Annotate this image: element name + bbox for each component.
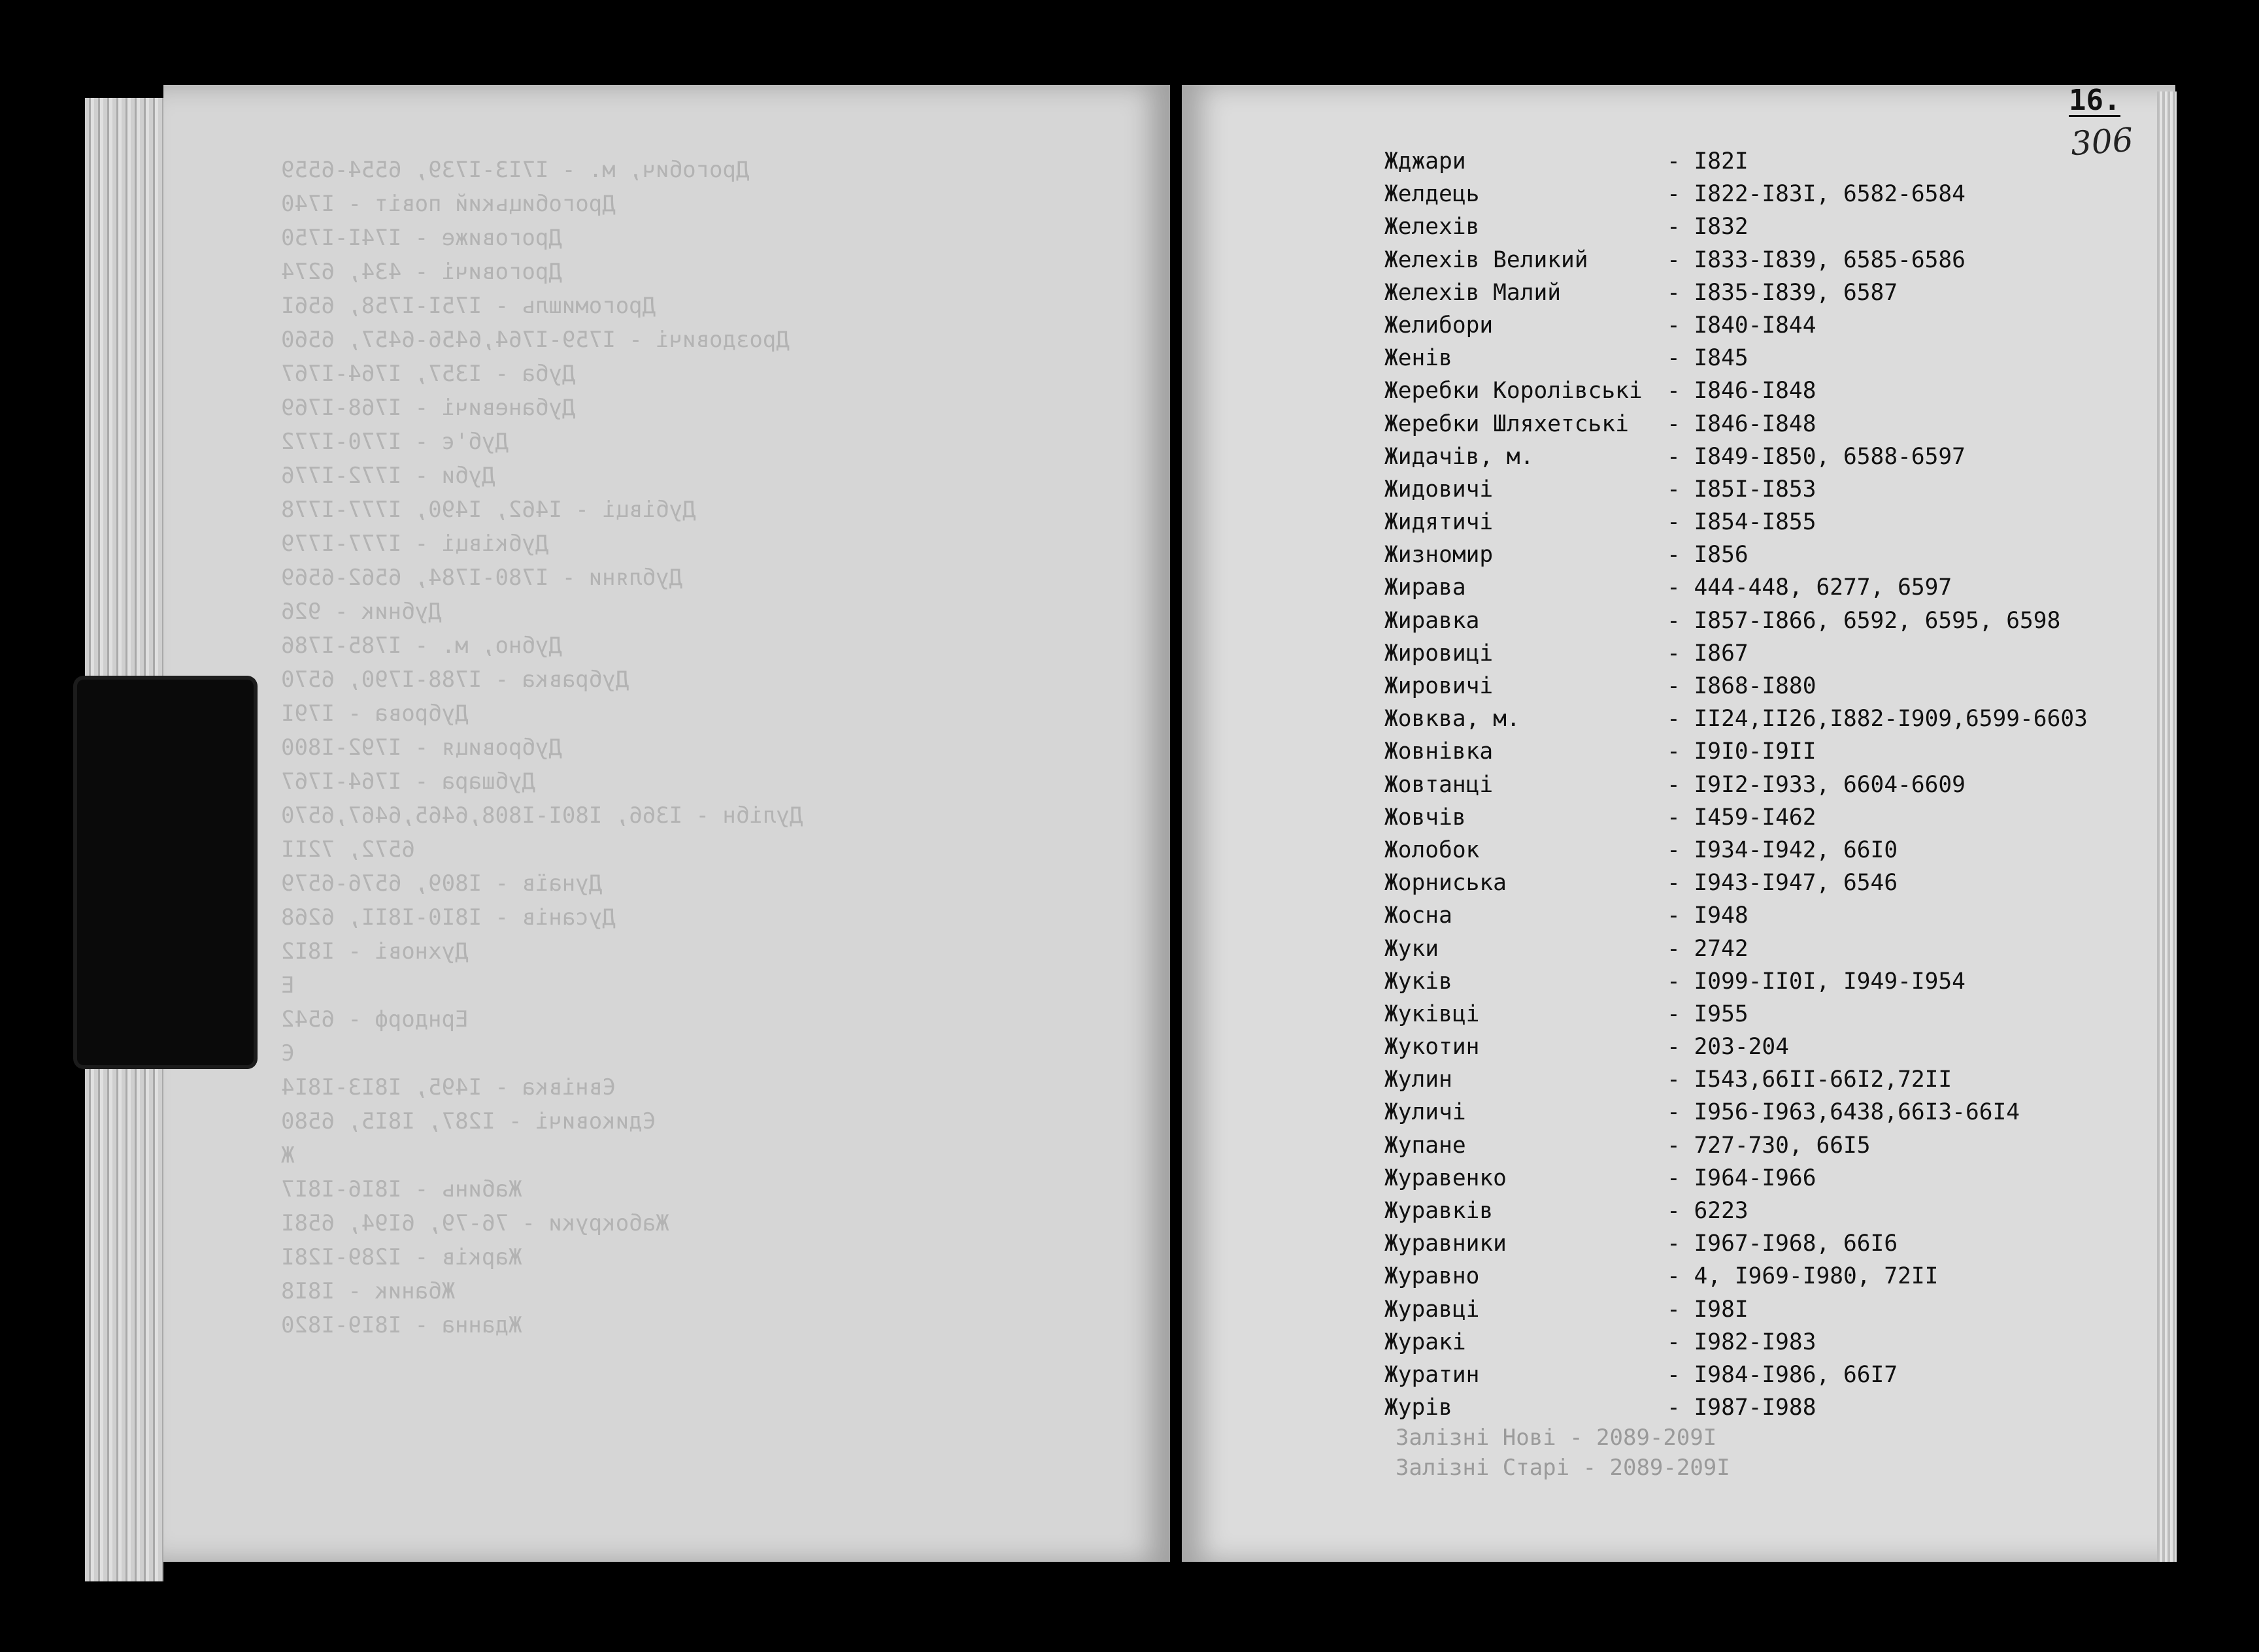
index-entry [1384, 965, 2143, 998]
entry-name: Желдець [1384, 181, 1480, 208]
bleed-through-line: Єдиковичі - I287, I8I5, 6580 [281, 1108, 656, 1134]
entry-reference: - I948 [1667, 902, 1749, 929]
bleed-through-line: Дрогобицький повіт - I740 [281, 191, 616, 217]
entry-reference: - I854-I855 [1667, 509, 1816, 536]
entry-name: Жуки [1384, 935, 1439, 962]
bleed-through-line: Дубник - 926 [281, 599, 442, 625]
entry-name: Журакі [1384, 1329, 1466, 1355]
entry-reference: - I984-I986, 66I7 [1667, 1361, 1898, 1388]
index-entry [1384, 473, 2143, 506]
entry-reference: - I868-I880 [1667, 673, 1816, 699]
bleed-through-line: Ж [281, 1142, 295, 1168]
index-entry [1384, 670, 2143, 702]
right-page-edge [2157, 91, 2177, 1562]
faint-bottom-line-2: Залізні Старі - 2089-209I [1396, 1455, 1730, 1481]
entry-name: Жупане [1384, 1132, 1466, 1159]
entry-name: Жорниська [1384, 870, 1507, 897]
index-entry [1384, 604, 2143, 637]
index-entry [1384, 571, 2143, 604]
entry-reference: - I956-I963,6438,66I3-66I4 [1667, 1099, 2020, 1126]
bleed-through-line: Ерндорф - 6542 [281, 1006, 469, 1032]
bleed-through-line: Дубаневичі - I768-I769 [281, 395, 576, 421]
entry-name: Жировиці [1384, 640, 1494, 667]
bleed-through-line: Жданна - I8I9-I820 [281, 1312, 522, 1338]
entry-name: Желехів Великий [1384, 246, 1588, 273]
index-entry [1384, 801, 2143, 834]
entry-name: Жизномир [1384, 542, 1494, 569]
bleed-through-line: Жбаник - I8I8 [281, 1278, 456, 1304]
handwritten-archive-number: 306 [2069, 120, 2135, 163]
bleed-through-line: Жабинь - I8I6-I8I7 [281, 1176, 522, 1202]
entry-name: Жуківці [1384, 1000, 1480, 1027]
entry-reference: - I845 [1667, 345, 1749, 372]
entry-name: Жовтанці [1384, 771, 1494, 798]
index-entries [1384, 145, 2143, 1424]
entry-name: Жолобок [1384, 836, 1480, 863]
entry-reference: - 727-730, 66I5 [1667, 1132, 1871, 1159]
index-entry [1384, 1096, 2143, 1129]
bleed-through-line: 6572, 72II [281, 836, 415, 863]
entry-name: Жирава [1384, 574, 1466, 601]
entry-reference: - 6223 [1667, 1198, 1749, 1224]
bleed-through-line: Жарків - I289-I28I [281, 1244, 522, 1270]
left-page [163, 85, 1170, 1562]
entry-reference: - I856 [1667, 542, 1749, 569]
bleed-through-line: Дулібн - I366, I80I-I808,6465,6467,6570 [281, 802, 803, 829]
index-entry [1384, 1063, 2143, 1096]
index-entry [1384, 1391, 2143, 1424]
bleed-through-line: Дроздовичі - I759-I764,6456-6457, 6560 [281, 327, 790, 353]
entry-reference: - I85I-I853 [1667, 476, 1816, 503]
index-entry [1384, 408, 2143, 440]
index-entry [1384, 309, 2143, 342]
bleed-through-line: Дрогобич, м. - I7I3-I739, 6554-6559 [281, 157, 750, 183]
index-entry [1384, 374, 2143, 407]
entry-name: Желехів Малий [1384, 279, 1562, 306]
entry-name: Жовква, м. [1384, 706, 1520, 733]
entry-reference: - I857-I866, 6592, 6595, 6598 [1667, 607, 2061, 634]
entry-reference: - I943-I947, 6546 [1667, 870, 1898, 897]
entry-name: Жидятичі [1384, 509, 1494, 536]
entry-reference: - I840-I844 [1667, 312, 1816, 339]
entry-reference: - I82I [1667, 148, 1749, 174]
index-entry [1384, 440, 2143, 473]
index-entry [1384, 702, 2143, 735]
entry-reference: - I099-II0I, I949-I954 [1667, 968, 1966, 995]
entry-reference: - I967-I968, 66I6 [1667, 1231, 1898, 1257]
entry-name: Жосна [1384, 902, 1452, 929]
entry-reference: - I846-I848 [1667, 378, 1816, 405]
entry-reference: - II24,II26,I882-I909,6599-6603 [1667, 706, 2088, 733]
entry-reference: - I833-I839, 6585-6586 [1667, 246, 1966, 273]
entry-name: Женів [1384, 345, 1452, 372]
entry-reference: - I846-I848 [1667, 410, 1816, 437]
bleed-through-line: Дубківці - I777-I779 [281, 531, 549, 557]
entry-name: Жировичі [1384, 673, 1494, 699]
entry-name: Желибори [1384, 312, 1494, 339]
index-entry [1384, 1293, 2143, 1326]
entry-name: Журавці [1384, 1296, 1480, 1323]
index-entry [1384, 244, 2143, 276]
bleed-through-line: Дубравка - I788-I790, 6570 [281, 667, 629, 693]
bleed-through-line: Дусанів - I8I0-I8II, 6268 [281, 904, 616, 931]
entry-name: Жидачів, м. [1384, 443, 1534, 470]
entry-name: Журавків [1384, 1198, 1494, 1224]
index-entry [1384, 998, 2143, 1031]
index-entry [1384, 342, 2143, 374]
index-entry [1384, 506, 2143, 538]
page-number: 16. [2069, 84, 2121, 117]
index-entry [1384, 735, 2143, 768]
bleed-through-line: Дуби - I772-I776 [281, 463, 495, 489]
index-entry [1384, 637, 2143, 670]
entry-reference: - I459-I462 [1667, 804, 1816, 831]
index-entry [1384, 1195, 2143, 1227]
bleed-through-line: Є [281, 1040, 295, 1066]
entry-reference: - I543,66II-66I2,72II [1667, 1066, 1952, 1093]
entry-name: Жджари [1384, 148, 1466, 174]
entry-reference: - I822-I83I, 6582-6584 [1667, 181, 1966, 208]
entry-reference: - I987-I988 [1667, 1395, 1816, 1421]
entry-name: Жуличі [1384, 1099, 1466, 1126]
entry-name: Жовнівка [1384, 738, 1494, 765]
entry-reference: - I849-I850, 6588-6597 [1667, 443, 1966, 470]
entry-name: Жовчів [1384, 804, 1466, 831]
entry-name: Жеребки Шляхетські [1384, 410, 1629, 437]
entry-reference: - I9I2-I933, 6604-6609 [1667, 771, 1966, 798]
bleed-through-line: Дубровиця - I792-I800 [281, 735, 562, 761]
index-entry [1384, 538, 2143, 571]
entry-reference: - 444-448, 6277, 6597 [1667, 574, 1952, 601]
entry-name: Журатин [1384, 1361, 1480, 1388]
entry-name: Желехів [1384, 214, 1480, 240]
index-entry [1384, 768, 2143, 801]
index-entry [1384, 867, 2143, 899]
index-entry [1384, 145, 2143, 178]
bleed-through-line: Дубляни - I780-I784, 6562-6569 [281, 565, 683, 591]
index-entry [1384, 1031, 2143, 1063]
bleed-through-line: Дуб'є - I770-I772 [281, 429, 509, 455]
index-entry [1384, 276, 2143, 309]
entry-reference: - I982-I983 [1667, 1329, 1816, 1355]
bleed-through-line: Дубно, м. - I785-I786 [281, 633, 562, 659]
entry-name: Журавно [1384, 1263, 1480, 1290]
bleed-through-line: Духнові - I8I2 [281, 938, 469, 965]
index-entry [1384, 899, 2143, 932]
index-entry [1384, 933, 2143, 965]
entry-name: Журів [1384, 1395, 1452, 1421]
entry-name: Журавенко [1384, 1165, 1507, 1191]
bleed-through-line: Дуброва - I79I [281, 701, 469, 727]
index-entry [1384, 834, 2143, 867]
entry-reference: - 4, I969-I980, 72II [1667, 1263, 1939, 1290]
index-entry [1384, 178, 2143, 210]
bleed-through-line: Е [281, 972, 295, 999]
index-entry [1384, 1162, 2143, 1195]
index-entry [1384, 1227, 2143, 1260]
index-entry [1384, 210, 2143, 243]
entry-name: Жидовичі [1384, 476, 1494, 503]
index-entry [1384, 1129, 2143, 1162]
entry-name: Жукотин [1384, 1034, 1480, 1061]
entry-reference: - I9I0-I9II [1667, 738, 1816, 765]
entry-reference: - I98I [1667, 1296, 1749, 1323]
bleed-through-line: Дунаїв - I809, 6576-6579 [281, 870, 603, 897]
entry-reference: - 203-204 [1667, 1034, 1789, 1061]
bleed-through-line: Дрогомишль - I75I-I758, 656I [281, 293, 656, 319]
entry-name: Журавники [1384, 1231, 1507, 1257]
bleed-through-line: Дроговичі - 434, 6274 [281, 259, 562, 285]
bleed-through-line: Дроговиже - I74I-I750 [281, 225, 562, 251]
index-entry [1384, 1326, 2143, 1359]
bleed-through-line: Дубшара - I764-I767 [281, 768, 535, 795]
entry-name: Жеребки Королівські [1384, 378, 1643, 405]
entry-reference: - I832 [1667, 214, 1749, 240]
entry-name: Жуків [1384, 968, 1452, 995]
entry-name: Жиравка [1384, 607, 1480, 634]
entry-reference: - I964-I966 [1667, 1165, 1816, 1191]
entry-name: Жулин [1384, 1066, 1452, 1093]
entry-reference: - 2742 [1667, 935, 1749, 962]
entry-reference: - I867 [1667, 640, 1749, 667]
entry-reference: - I835-I839, 6587 [1667, 279, 1898, 306]
bleed-through-line: Дубівці - I462, I490, I777-I778 [281, 497, 696, 523]
index-entry [1384, 1260, 2143, 1293]
bleed-through-line: Дуба - I357, I764-I767 [281, 361, 576, 387]
faint-bottom-line-1: Залізні Нові - 2089-209I [1396, 1425, 1717, 1451]
entry-reference: - I955 [1667, 1000, 1749, 1027]
index-entry [1384, 1359, 2143, 1391]
entry-reference: - I934-I942, 66I0 [1667, 836, 1898, 863]
bleed-through-line: Євнівка - I495, I8I3-I8I4 [281, 1074, 616, 1100]
binder-clip [77, 680, 254, 1065]
bleed-through-line: Жабокруки - 76-79, 6I94, 658I [281, 1210, 669, 1236]
